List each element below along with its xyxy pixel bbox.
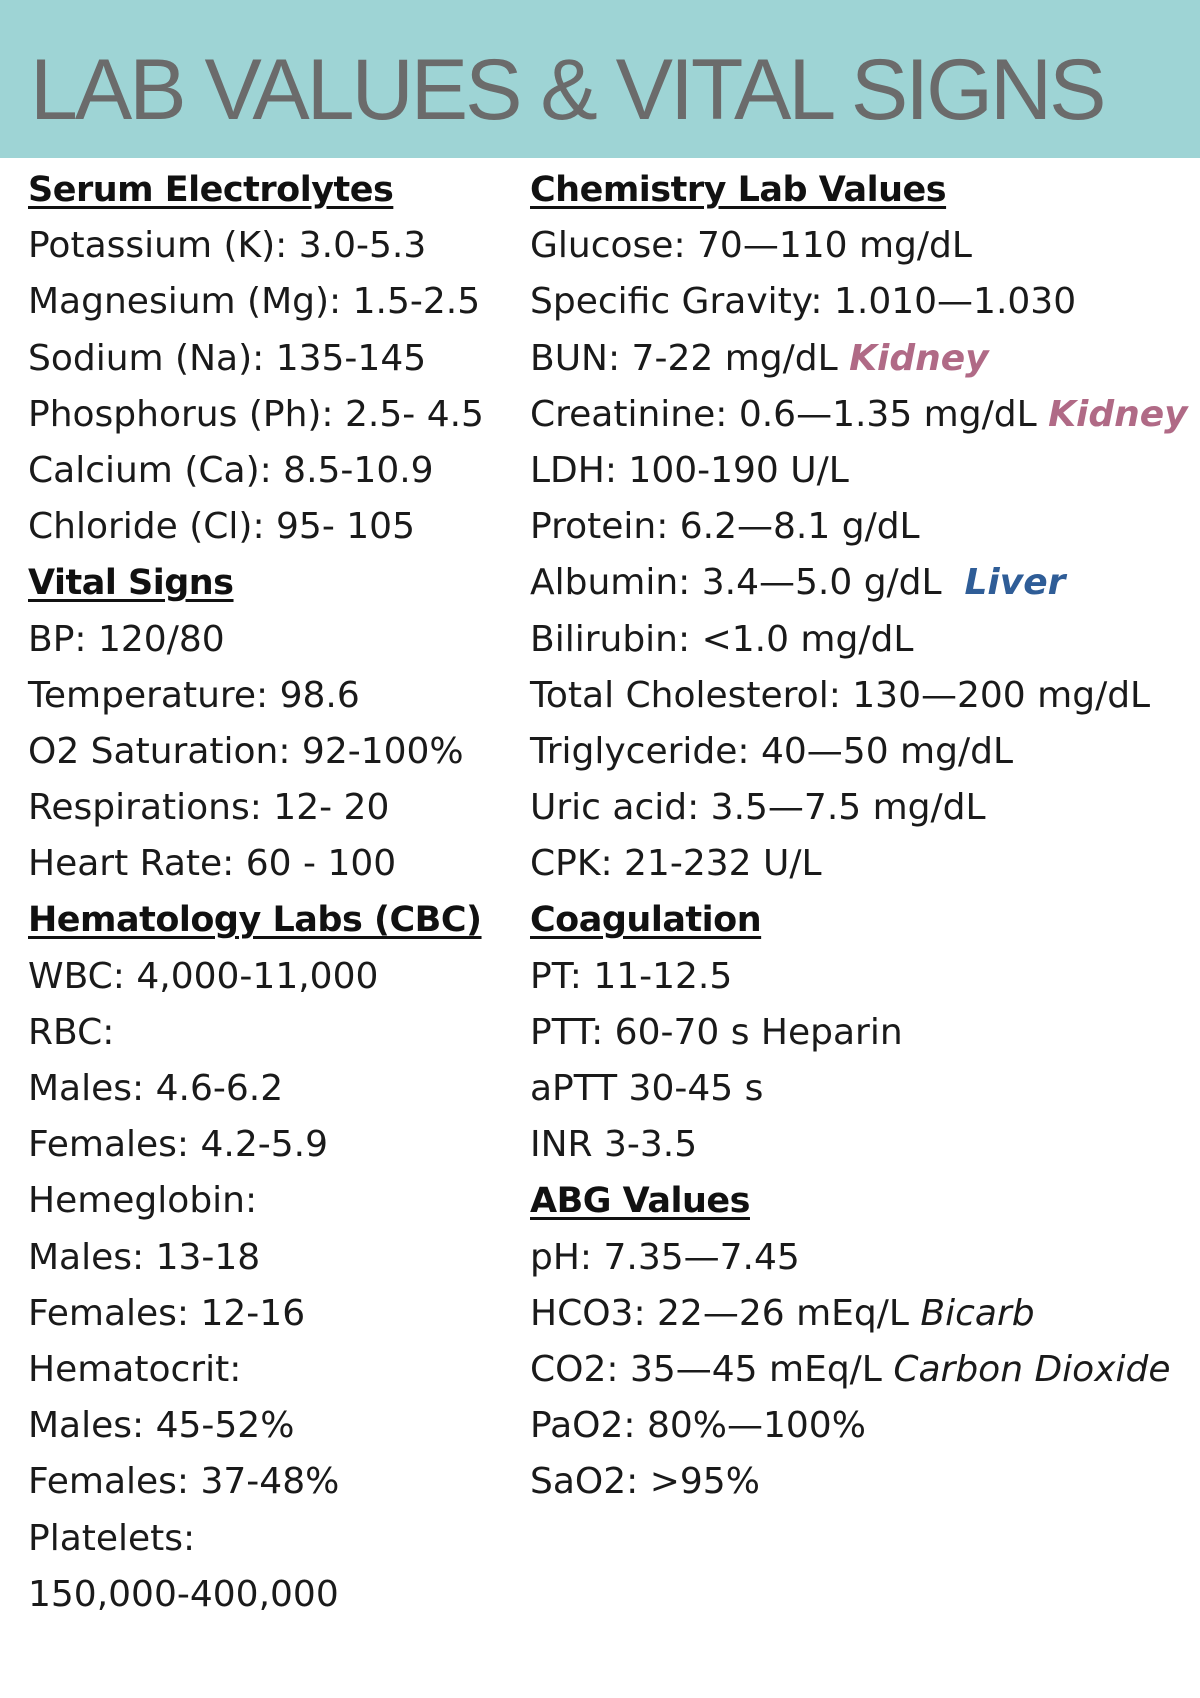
list-item <box>530 387 1198 443</box>
header-banner <box>0 0 1200 158</box>
list-item: Males: 45-52% <box>28 1405 295 1447</box>
bicarb-note: Bicarb <box>920 1292 1035 1334</box>
list-item: Glucose: 70—110 mg/dL <box>530 225 972 267</box>
list-item: Females: 12-16 <box>28 1292 306 1334</box>
list-item: Potassium (K): 3.0-5.3 <box>28 225 427 267</box>
section-heading-serum-electrolytes: Serum Electrolytes <box>28 170 394 210</box>
list-item: Phosphorus (Ph): 2.5- 4.5 <box>28 393 484 435</box>
list-item: PaO2: 80%—100% <box>530 1405 866 1447</box>
carbon-dioxide-note: Carbon Dioxide <box>893 1348 1171 1390</box>
page-title: LAB VALUES & VITAL SIGNS <box>30 42 1104 138</box>
list-item: Uric acid: 3.5—7.5 mg/dL <box>530 787 986 829</box>
list-item: LDH: 100-190 U/L <box>530 449 849 491</box>
list-item: Heart Rate: 60 - 100 <box>28 843 397 885</box>
list-item: PT: 11-12.5 <box>530 955 733 997</box>
list-item: Females: 37-48% <box>28 1461 340 1503</box>
left-column <box>28 162 508 1623</box>
section-heading-coagulation: Coagulation <box>530 900 762 941</box>
list-item <box>530 555 1198 611</box>
item-text: BUN: 7-22 mg/dL <box>530 337 838 379</box>
list-item: Males: 13-18 <box>28 1236 261 1278</box>
list-item: Respirations: 12- 20 <box>28 787 390 829</box>
kidney-tag: Kidney <box>1048 393 1188 435</box>
list-item <box>530 331 1198 387</box>
list-item: PTT: 60-70 s Heparin <box>530 1011 903 1053</box>
list-item: SaO2: >95% <box>530 1461 760 1503</box>
section-heading-abg: ABG Values <box>530 1181 750 1222</box>
list-item: Males: 4.6-6.2 <box>28 1068 284 1109</box>
list-item: Bilirubin: <1.0 mg/dL <box>530 618 914 660</box>
list-item: Sodium (Na): 135-145 <box>28 337 427 379</box>
list-item: CPK: 21-232 U/L <box>530 843 822 885</box>
item-text: Creatinine: 0.6—1.35 mg/dL <box>530 393 1037 435</box>
list-item: Specific Gravity: 1.010—1.030 <box>530 281 1077 323</box>
item-text: CO2: 35—45 mEq/L <box>530 1348 882 1390</box>
list-item: O2 Saturation: 92-100% <box>28 730 464 772</box>
list-item: Platelets: <box>28 1517 196 1559</box>
list-item: Hematocrit: <box>28 1348 242 1390</box>
list-item: Protein: 6.2—8.1 g/dL <box>530 506 920 548</box>
list-item: Females: 4.2-5.9 <box>28 1124 328 1166</box>
list-item <box>530 1342 1198 1398</box>
section-heading-chemistry: Chemistry Lab Values <box>530 170 947 210</box>
list-item: WBC: 4,000-11,000 <box>28 955 379 997</box>
item-text: Albumin: 3.4—5.0 g/dL <box>530 562 942 604</box>
list-item <box>530 1286 1198 1342</box>
right-column <box>530 162 1198 1511</box>
list-item: Total Cholesterol: 130—200 mg/dL <box>530 674 1151 716</box>
section-heading-hematology: Hematology Labs (CBC) <box>28 900 482 941</box>
list-item: RBC: <box>28 1011 115 1053</box>
list-item: aPTT 30-45 s <box>530 1068 764 1109</box>
item-text: HCO3: 22—26 mEq/L <box>530 1292 909 1334</box>
list-item: BP: 120/80 <box>28 618 225 660</box>
section-heading-vital-signs: Vital Signs <box>28 563 234 604</box>
list-item: Hemeglobin: <box>28 1180 258 1222</box>
list-item: Chloride (Cl): 95- 105 <box>28 506 415 548</box>
list-item: pH: 7.35—7.45 <box>530 1236 800 1278</box>
list-item: Temperature: 98.6 <box>28 674 360 716</box>
list-item: INR 3-3.5 <box>530 1124 698 1166</box>
kidney-tag: Kidney <box>849 337 989 379</box>
list-item: 150,000-400,000 <box>28 1573 339 1615</box>
list-item: Triglyceride: 40—50 mg/dL <box>530 730 1013 772</box>
list-item: Calcium (Ca): 8.5-10.9 <box>28 449 434 491</box>
liver-tag: Liver <box>964 562 1066 604</box>
list-item: Magnesium (Mg): 1.5-2.5 <box>28 281 481 323</box>
